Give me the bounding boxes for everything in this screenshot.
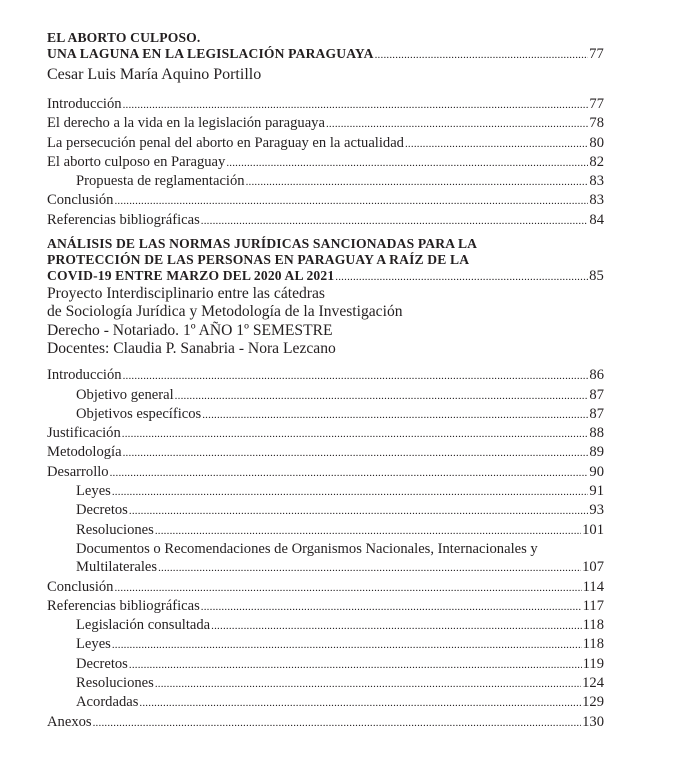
dot-leader: [175, 386, 589, 405]
toc-entry: [47, 114, 604, 133]
toc-entry-label: Conclusión: [47, 578, 114, 595]
page-number: 84: [589, 211, 604, 228]
dot-leader: [155, 521, 581, 540]
dot-leader: [112, 635, 582, 654]
toc-entry-label: Introducción: [47, 367, 122, 384]
page-number: 93: [589, 502, 604, 519]
toc-entry: [47, 443, 604, 462]
section-title-row: [47, 268, 604, 285]
toc-entry-label: Metodología: [47, 444, 122, 461]
section-title-line: ANÁLISIS DE LAS NORMAS JURÍDICAS SANCIONADAS PARA LA: [47, 236, 478, 252]
dot-leader: [114, 191, 588, 210]
page-number: 86: [589, 367, 604, 384]
dot-leader: [123, 95, 589, 114]
toc-entry-label: Decretos: [76, 502, 128, 519]
dot-leader: [211, 616, 582, 635]
section-subtitle-line: de Sociología Jurídica y Metodología de la Investigación: [47, 303, 403, 321]
page-number: 89: [589, 444, 604, 461]
page-number: 87: [589, 405, 604, 422]
toc-entry-label: Desarrollo: [47, 463, 109, 480]
dot-leader: [335, 268, 588, 285]
page-number: 130: [582, 713, 604, 730]
toc-entry-label: Introducción: [47, 96, 122, 112]
page-number: 83: [589, 173, 604, 190]
page-number: 118: [582, 636, 604, 653]
page-number: 119: [582, 655, 604, 672]
page-number: 77: [589, 46, 604, 62]
page-number: 107: [582, 559, 604, 576]
toc-entry: [47, 463, 604, 482]
toc-entry-label: Propuesta de reglamentación: [76, 173, 245, 190]
dot-leader: [110, 463, 589, 482]
toc-entry-label: Acordadas: [76, 694, 139, 711]
page-number: 77: [589, 96, 604, 112]
page-number: 101: [582, 521, 604, 538]
toc-subentry: [47, 386, 604, 405]
dot-leader: [129, 655, 582, 674]
toc-entry: [47, 424, 604, 443]
toc-subentry: [47, 616, 604, 635]
page-number: 85: [589, 268, 604, 285]
toc-subentry: [47, 405, 604, 424]
page-number: 118: [582, 617, 604, 634]
page-number: 90: [589, 463, 604, 480]
toc-entry: [47, 191, 604, 210]
dot-leader: [375, 46, 588, 63]
toc-subentry: [47, 172, 604, 191]
page-number: 129: [582, 694, 604, 711]
toc-subentry: [47, 635, 604, 654]
toc-entry-label: Anexos: [47, 713, 92, 730]
toc-entry-label: Objetivos específicos: [76, 405, 202, 422]
toc-entry: [47, 597, 604, 616]
dot-leader: [246, 172, 589, 191]
section-title-line: PROTECCIÓN DE LAS PERSONAS EN PARAGUAY A RAÍZ DE LA: [47, 252, 470, 268]
toc-entry-label: Resoluciones: [76, 675, 154, 692]
toc-entry-label: Legislación consultada: [76, 617, 211, 634]
toc-entry-label: Decretos: [76, 655, 128, 672]
toc-subentry: [47, 521, 604, 540]
dot-leader: [123, 366, 589, 385]
toc-entry: [47, 95, 604, 114]
dot-leader: [93, 713, 582, 732]
section-title-line: UNA LAGUNA EN LA LEGISLACIÓN PARAGUAYA: [47, 46, 374, 61]
page-number: 87: [589, 386, 604, 403]
toc-subentry-wrapped-line: Documentos o Recomendaciones de Organismos Nacionales, Internacionales y: [76, 540, 538, 557]
toc-entry: [47, 211, 604, 230]
toc-section-normas-covid: [47, 236, 604, 732]
toc-entry-label: La persecución penal del aborto en Paraguay en la actualidad: [47, 134, 404, 151]
page-number: 91: [589, 483, 604, 500]
page-number: 80: [589, 134, 604, 151]
dot-leader: [129, 501, 589, 520]
dot-leader: [155, 674, 581, 693]
section-subtitle-line: Derecho - Notariado. 1º AÑO 1º SEMESTRE: [47, 321, 333, 339]
section-subtitle-line: Docentes: Claudia P. Sanabria - Nora Lezcano: [47, 339, 336, 357]
dot-leader: [122, 424, 589, 443]
toc-entry-label: El derecho a la vida en la legislación paraguaya: [47, 115, 325, 132]
page-number: 117: [582, 597, 604, 614]
page-number: 88: [589, 425, 604, 442]
toc-subentry: [47, 501, 604, 520]
toc-entry: [47, 134, 604, 153]
page-number: 78: [589, 115, 604, 132]
dot-leader: [226, 153, 588, 172]
toc-entry-label: Leyes: [76, 636, 111, 653]
section-title-line: EL ABORTO CULPOSO.: [47, 30, 201, 45]
section-title-line: COVID-19 ENTRE MARZO DEL 2020 AL 2021: [47, 268, 335, 284]
toc-entry: [47, 713, 604, 732]
toc-entry-label: Leyes: [76, 483, 111, 500]
toc-subentry: [47, 655, 604, 674]
page-number: 114: [582, 578, 604, 595]
toc-section-aborto-culposo: [47, 30, 604, 230]
toc-entry-label: Referencias bibliográficas: [47, 597, 200, 614]
section-subtitle-line: Proyecto Interdisciplinario entre las cátedras: [47, 285, 325, 303]
dot-leader: [201, 597, 582, 616]
page-number: 83: [589, 192, 604, 209]
dot-leader: [405, 134, 588, 153]
toc-entry-label: Multilaterales: [76, 559, 158, 576]
table-of-contents: [47, 30, 604, 732]
toc-subentry: [47, 674, 604, 693]
toc-entry-label: Referencias bibliográficas: [47, 211, 200, 228]
dot-leader: [139, 693, 581, 712]
dot-leader: [201, 211, 589, 230]
dot-leader: [112, 482, 589, 501]
dot-leader: [158, 558, 581, 577]
page-number: 124: [582, 675, 604, 692]
toc-entry-label: Resoluciones: [76, 521, 154, 538]
toc-entry-label: Objetivo general: [76, 386, 174, 403]
toc-entry-label: El aborto culposo en Paraguay: [47, 153, 226, 170]
page-number: 82: [589, 153, 604, 170]
section-title-row: [47, 46, 604, 63]
toc-entry-label: Justificación: [47, 425, 121, 442]
toc-subentry: [47, 482, 604, 501]
toc-entry: [47, 153, 604, 172]
toc-entry: [47, 366, 604, 385]
toc-subentry: [47, 558, 604, 577]
toc-entry: [47, 578, 604, 597]
dot-leader: [114, 578, 581, 597]
dot-leader: [326, 114, 588, 133]
section-author: Cesar Luis María Aquino Portillo: [47, 66, 262, 83]
dot-leader: [123, 443, 589, 462]
toc-subentry: [47, 693, 604, 712]
dot-leader: [202, 405, 588, 424]
toc-entry-label: Conclusión: [47, 192, 114, 209]
